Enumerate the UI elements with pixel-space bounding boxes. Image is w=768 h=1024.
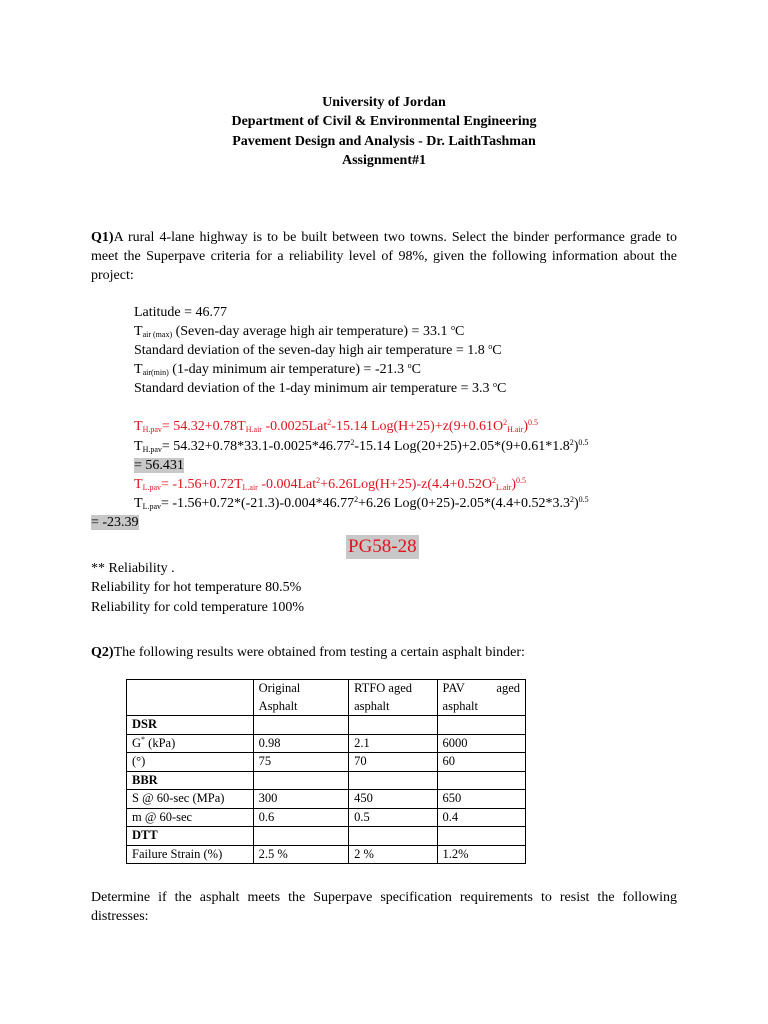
table-header-cell: Original Asphalt xyxy=(253,680,348,716)
formula-high-substituted: $T_{H.pav}= 54.32+0.78*33.1-0.0025*46.77^2-15.14$ $Log(20+25)+2.05*(9+0.61*1.8^2)^{0.5}$ xyxy=(134,438,589,454)
department-name: Department of Civil & Environmental Engineering xyxy=(231,114,537,130)
table-cell xyxy=(437,771,525,790)
table-header-cell: RTFO aged asphalt xyxy=(349,680,437,716)
formula-low-substituted: $T_{L.pav}= -1.56+0.72*(-21.3)-0.004*46.77^2+6.26$ $Log(0+25)-2.05*(4.4+0.52*3.3^2)^{0.5}$ xyxy=(134,495,589,511)
table-header-cell: PAV aged asphalt xyxy=(437,680,525,716)
table-cell: BBR xyxy=(127,771,254,790)
table-header-cell xyxy=(127,680,254,716)
tair-min-line: $T_{air(min)}$ (1-day minimum air temperature) = -21.3 $^o$C xyxy=(134,361,421,377)
table-row xyxy=(127,771,526,790)
table-row xyxy=(127,753,526,772)
q2-text: The following results were obtained from testing a certain asphalt binder: xyxy=(113,645,525,660)
table-header-row xyxy=(127,680,526,716)
course-title: Pavement Design and Analysis - Dr. LaithTashman xyxy=(232,133,536,149)
table-cell: G* (kPa) xyxy=(127,734,254,753)
formula-low-general: $T_{L.pav}= -1.56+0.72T_{L.air}$ $-0.004Lat^2+6.26Log(H+25)-z(4.4+0.52O^2_{L.air})^{0.5}$ xyxy=(134,476,526,492)
table-cell: 650 xyxy=(437,790,525,809)
result-low-line xyxy=(91,513,139,533)
table-cell: 75 xyxy=(253,753,348,772)
table-cell: 2.1 xyxy=(349,734,437,753)
table-cell: 70 xyxy=(349,753,437,772)
q2-label: Q2) xyxy=(91,645,114,660)
reliability-heading: ** Reliability . xyxy=(91,561,175,576)
q1-question xyxy=(91,228,677,285)
q1-text: A rural 4-lane highway is to be built between two towns. Select the binder performance grade to meet the Superpave criteria for a reliability level of 98%, given the following information about the project: xyxy=(91,230,677,283)
table-row xyxy=(127,790,526,809)
table-row xyxy=(127,827,526,846)
table-cell xyxy=(253,827,348,846)
table-cell: 60 xyxy=(437,753,525,772)
table-cell: m @ 60-sec xyxy=(127,808,254,827)
table-row xyxy=(127,845,526,864)
result-high: = 56.431 xyxy=(134,458,184,473)
sd-high-line: Standard deviation of the seven-day high air temperature = 1.8 $^o$C xyxy=(134,342,502,358)
table-row xyxy=(127,716,526,735)
table-cell xyxy=(253,771,348,790)
tair-max-line: $T_{air (max)}$ (Seven-day average high air temperature) = 33.1 $^o$C xyxy=(134,323,465,339)
table-cell: 1.2% xyxy=(437,845,525,864)
university-name: University of Jordan xyxy=(322,95,446,110)
q1-label: Q1) xyxy=(91,230,114,245)
table-cell: 450 xyxy=(349,790,437,809)
table-cell: 0.98 xyxy=(253,734,348,753)
result-low: = -23.39 xyxy=(91,515,139,530)
table-cell xyxy=(253,716,348,735)
table-cell: Failure Strain (%) xyxy=(127,845,254,864)
latitude-line: Latitude = 46.77 xyxy=(134,305,228,320)
table-cell xyxy=(349,827,437,846)
table-cell: 2.5 % xyxy=(253,845,348,864)
q2-closing: Determine if the asphalt meets the Superpave specification requirements to resist the following distresses: xyxy=(91,890,677,924)
table-cell: 300 xyxy=(253,790,348,809)
table-cell: DTT xyxy=(127,827,254,846)
sd-low-line: Standard deviation of the 1-day minimum air temperature = 3.3 $^o$C xyxy=(134,380,507,396)
formula-high-general: $T_{H.pav}= 54.32+0.78T_{H.air}$ -0.0025Lat$^2$-15.14 $Log(H+25)+z(9+0.61O^2_{H.air})^{0.5}$ xyxy=(134,418,538,434)
table-cell xyxy=(437,827,525,846)
table-cell: 0.5 xyxy=(349,808,437,827)
binder-test-table xyxy=(126,679,526,864)
table-cell: 2 % xyxy=(349,845,437,864)
table-row xyxy=(127,734,526,753)
table-cell: 0.6 xyxy=(253,808,348,827)
table-cell: (°) xyxy=(127,753,254,772)
table-cell: DSR xyxy=(127,716,254,735)
q2-question xyxy=(91,643,525,663)
table-cell: 0.4 xyxy=(437,808,525,827)
table-cell: 6000 xyxy=(437,734,525,753)
reliability-hot: Reliability for hot temperature 80.5% xyxy=(91,580,302,595)
table-cell xyxy=(349,771,437,790)
table-row xyxy=(127,808,526,827)
result-high-line xyxy=(134,456,184,475)
table-cell xyxy=(349,716,437,735)
performance-grade: PG58-28 xyxy=(348,536,417,557)
assignment-title: Assignment#1 xyxy=(341,152,426,168)
document-header xyxy=(0,93,768,170)
table-cell: S @ 60-sec (MPa) xyxy=(127,790,254,809)
reliability-cold: Reliability for cold temperature 100% xyxy=(91,600,305,615)
table-cell xyxy=(437,716,525,735)
